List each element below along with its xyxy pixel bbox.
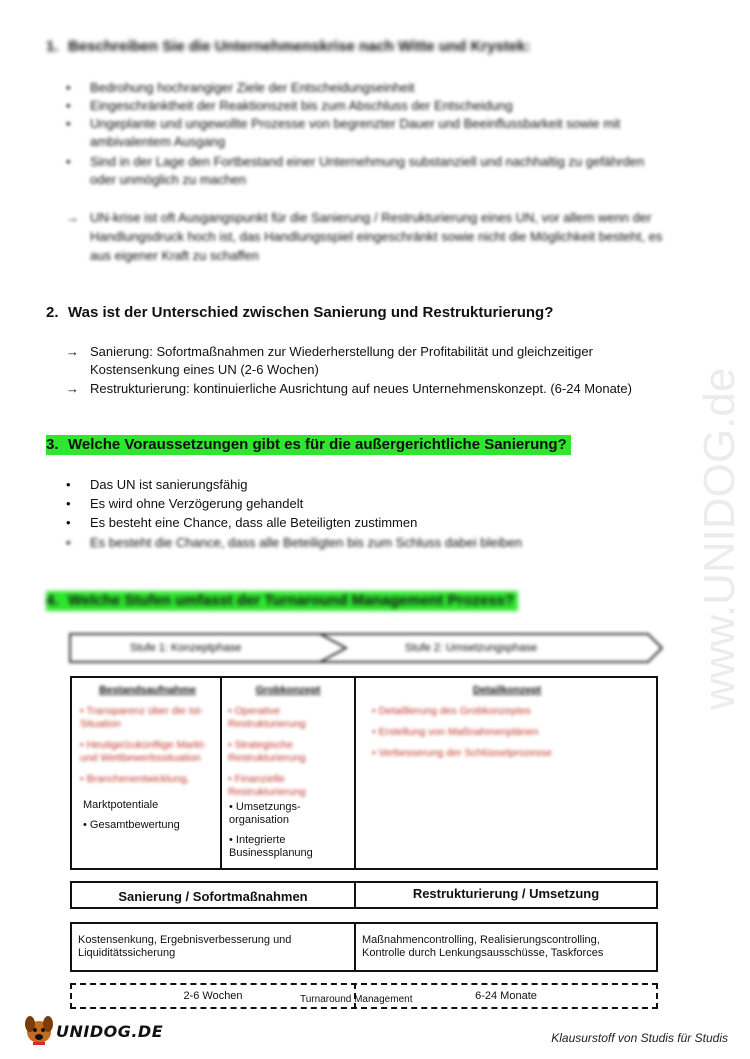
list-item: • Gesamtbewertung (83, 819, 180, 831)
list-item: • Bedrohung hochrangiger Ziele der Entscheidungseinheit (66, 80, 415, 95)
arrow-item: Handlungsdruck hoch ist, das Handlungsspiel eingeschränkt sowie nicht die Möglichkeit besteht, es (90, 229, 663, 244)
list-item: • Detaillierung des Grobkonzeptes (372, 705, 531, 717)
column-1-blurred (80, 684, 215, 786)
list-item: • Erstellung von Maßnahmenplänen (372, 726, 539, 738)
question-2-heading: 2. Was ist der Unterschied zwischen Sanierung und Restrukturierung? (46, 304, 554, 321)
restrukturierung-label: Restrukturierung / Umsetzung (412, 886, 600, 901)
list-item: • Operative Restrukturierung (228, 705, 306, 730)
list-item: • Verbesserung der Schlüsselprozesse (372, 747, 552, 759)
logo-text: UNIDOG.DE (56, 1022, 164, 1041)
unidog-logo (22, 1010, 162, 1050)
list-item: • Umsetzungs- (229, 801, 301, 813)
arrow-item-sanierung: → Sanierung: Sofortmaßnahmen zur Wiederherstellung der Profitabilität und gleichzeitiger Kostensenkung eines UN (2-6 Wochen) (66, 344, 593, 377)
stage-2-label: Stufe 2: Umsetzungsphase (405, 642, 538, 654)
duration-right: 6-24 Monate (475, 990, 537, 1002)
column-2-heading: Grobkonzept (255, 684, 321, 696)
list-item: oder unmöglich zu machen (90, 172, 247, 187)
list-item: organisation (229, 814, 289, 826)
dog-icon (22, 1012, 56, 1048)
question-1-heading: 1. Beschreiben Sie die Unternehmenskrise nach Witte und Krystek: (46, 38, 531, 55)
list-item: • Branchenentwicklung, (80, 773, 190, 785)
list-item: ambivalentem Ausgang (90, 134, 226, 149)
footer-tagline: Klausurstoff von Studis für Studis (551, 1031, 728, 1045)
list-item: • Sind in der Lage den Fortbestand einer Unternehmung substanziell und nachhaltig zu gefährden (66, 154, 645, 169)
watermark (690, 280, 750, 720)
list-item: Marktpotentiale (83, 799, 159, 811)
list-item: • Ungeplante und ungewollte Prozesse von begrenzter Dauer und Beeinflussbarkeit sowie mit (66, 116, 621, 131)
list-item: • Eingeschränktheit der Reaktionszeit bis zum Abschluss der Entscheidung (66, 98, 513, 113)
restrukturierung-description: Maßnahmencontrolling, Realisierungscontrolling, Kontrolle durch Lenkungsausschüsse, Taskforces (362, 934, 604, 959)
arrow-item: → UN-krise ist oft Ausgangspunkt für die Sanierung / Restrukturierung eines UN, vor allem wenn der (66, 210, 652, 225)
duration-left: 2-6 Wochen (183, 990, 243, 1002)
list-item: • Es besteht die Chance, dass alle Beteiligten bis zum Schluss dabei bleiben (66, 535, 523, 550)
list-item: • Heutige/zukünftige Markt- und Wettbewerbssituation (80, 739, 207, 764)
list-item: • Transparenz über die Ist-Situation (80, 705, 204, 730)
column-2-blurred (228, 684, 348, 799)
column-3-blurred (372, 684, 642, 760)
question-3-heading: 3. Welche Voraussetzungen gibt es für die außergerichtliche Sanierung? (46, 436, 571, 453)
question-4-heading: 4. Welche Stufen umfasst der Turnaround Management Prozess? (46, 592, 518, 609)
column-divider (354, 676, 356, 870)
column-3-heading: Detailkonzept (472, 684, 542, 696)
stage-1-label: Stufe 1: Konzeptphase (130, 642, 242, 654)
list-item: • Es besteht eine Chance, dass alle Beteiligten zustimmen (66, 515, 418, 530)
arrow-item-restrukturierung: → Restrukturierung: kontinuierliche Ausrichtung auf neues Unternehmenskonzept. (6-24 Monate) (66, 381, 632, 396)
svg-text:www.UNIDOG.de: www.UNIDOG.de (695, 367, 744, 710)
column-divider (220, 676, 222, 870)
sanierung-label: Sanierung / Sofortmaßnahmen (118, 889, 308, 904)
column-2-clear (229, 801, 313, 860)
column-1-heading: Bestandsaufnahme (99, 684, 196, 696)
list-item: • Finanzielle Restrukturierung (228, 773, 306, 798)
column-1-clear (83, 799, 180, 832)
list-item: • Integrierte (229, 834, 286, 846)
turnaround-label: Turnaround Management (300, 994, 413, 1005)
list-item: • Strategische Restrukturierung (228, 739, 306, 764)
list-item: • Es wird ohne Verzögerung gehandelt (66, 496, 304, 511)
list-item: Businessplanung (229, 847, 313, 859)
list-item: • Das UN ist sanierungsfähig (66, 477, 248, 492)
sanierung-description: Kostensenkung, Ergebnisverbesserung und Liquiditätssicherung (78, 934, 292, 959)
arrow-item: aus eigener Kraft zu schaffen (90, 248, 259, 263)
column-divider (354, 922, 356, 972)
